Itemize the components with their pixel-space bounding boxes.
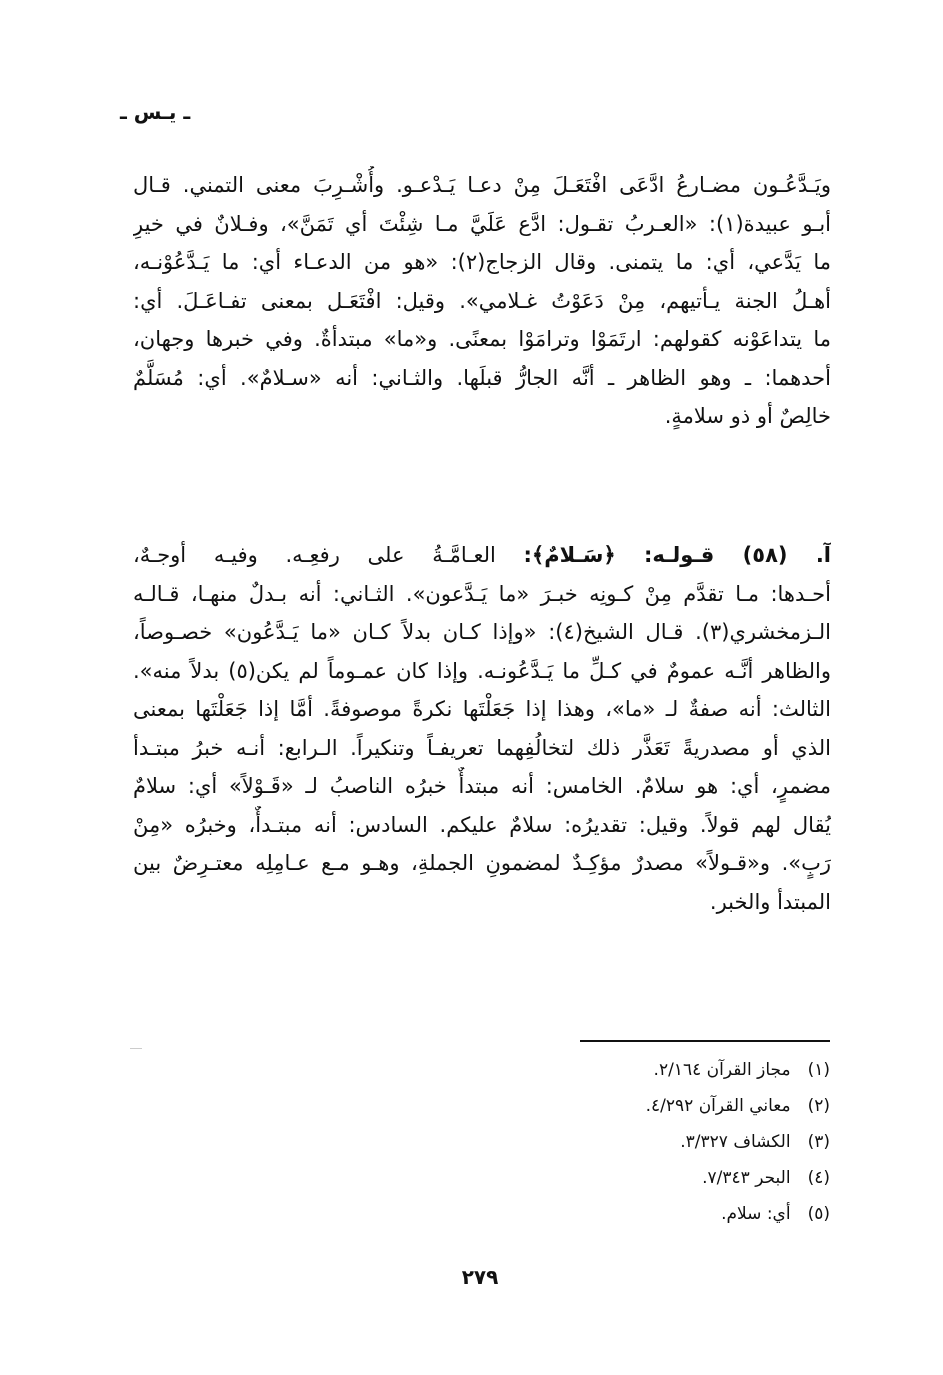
paragraph-line: يُقال لهم قولاً. وقيل: تقديرُه: سلامٌ عليكم. السادس: أنه مبتـدأٌ، وخبرُه «مِنْ	[133, 812, 831, 837]
footnote-text: البحر ٧/٣٤٣.	[702, 1168, 791, 1188]
footnote-item	[560, 1088, 830, 1124]
paragraph-line: الـزمخشري(٣). قـال الشيخ(٤): «وإذا كـان بدلاً كـان «ما يَـدَّعُون» خصـوصاً،	[133, 620, 831, 644]
paragraph-line: أبـو عبيدة(١): «العـربُ تقـول: ادَّع عَلَيَّ مـا شِئْتَ أي تَمَنَّ»، وفـلانٌ في خيرِ	[133, 211, 831, 236]
paragraph-line: مضمرٍ، أي: هو سلامٌ. الخامس: أنه مبتدأٌ خبرُه الناصبُ لـ «قَـوْلاً» أي: سلامٌ	[133, 774, 831, 798]
footnote-text: الكشاف ٣/٣٢٧.	[680, 1132, 791, 1152]
paragraph-line: أحـدها: مـا تقدَّم مِنْ كـونِه خبـرَ «ما يَـدَّعون». الثـاني: أنه بـدلٌ منهـا، قـالـه	[133, 581, 831, 606]
paragraph-line-rest: العـامَّـةُ على رفعِـه. وفيـه أوجـهٌ،	[133, 543, 524, 567]
paragraph-1	[133, 166, 831, 436]
footnote-item	[560, 1196, 830, 1232]
paragraph-line: الذي أو مصدريةً تَعَذَّر ذلك لتخالُفِهما تعريفـاً وتنكيراً. الـرابع: أنـه خبرُ مبتـدأ	[133, 735, 831, 760]
footnote-text: معاني القرآن ٤/٢٩٢.	[645, 1096, 791, 1116]
footnote-text: أي: سلام.	[721, 1204, 791, 1224]
footnote-number: (٢)	[807, 1096, 830, 1116]
footnote-number: (٤)	[807, 1168, 830, 1188]
faint-scan-mark	[130, 1048, 142, 1049]
paragraph-first-line	[133, 536, 831, 575]
page-number: ٢٧٩	[461, 1265, 499, 1289]
footnote-number: (١)	[807, 1060, 830, 1080]
running-header: ـ يـس ـ	[120, 100, 191, 124]
paragraph-line: ما يتداعَوْنه كقولهم: ارتَمَوْا وترامَوْا بمعنًى. و«ما» مبتدأةٌ. وفي خبرها وجهان،	[133, 327, 831, 351]
footnotes-list	[560, 1052, 830, 1232]
paragraph-line: أهـلُ الجنة يـأتيهم، مِنْ دَعَوْتُ غـلامي». وقيل: افْتَعَـل بمعنى تفـاعَـلَ. أي:	[133, 288, 831, 313]
verse-lead: آ. (٥٨) قـولـه: ﴿سَـلامٌ﴾:	[523, 543, 831, 567]
paragraph-line: ويَـدَّعُـون مضـارعُ ادَّعَى افْتَعَـلَ مِنْ دعـا يَـدْعـو. وأُشْـرِبَ معنى التمني. قـال	[133, 173, 831, 197]
paragraph-line: ما يَدَّعي، أي: ما يتمنى. وقال الزجاج(٢): «هو من الدعـاء أي: ما يَـدَّعُوْنـه،	[133, 250, 831, 274]
footnote-number: (٥)	[807, 1204, 830, 1224]
footnote-number: (٣)	[807, 1132, 830, 1152]
footnote-item	[560, 1124, 830, 1160]
paragraph-2	[133, 536, 831, 921]
paragraph-line: أحدهما: ـ وهو الظاهر ـ أنَّه الجارُّ قبلَها. والثـاني: أنه «سـلامٌ». أي: مُسَلَّمٌ	[133, 365, 831, 390]
paragraph-line: المبتدأ والخبر.	[709, 889, 831, 914]
footnote-text: مجاز القرآن ٢/١٦٤.	[653, 1060, 791, 1080]
paragraph-line: والظاهر أنَّـه عمومٌ في كـلِّ ما يَـدَّعُونـه. وإذا كان عمـوماً لم يكن(٥) بدلاً منه».	[133, 658, 831, 683]
paragraph-line: الثالث: أنه صفةٌ لـ «ما»، وهذا إذا جَعَلْتَها نكرةً موصوفةً. أمَّا إذا جَعَلْتَها بمعنى	[133, 697, 831, 721]
footnote-item	[560, 1160, 830, 1196]
footnote-divider	[580, 1040, 830, 1042]
footnote-item	[560, 1052, 830, 1088]
paragraph-line: رَبٍ». و«قـولاً» مصدرٌ مؤكِـدٌ لمضمونِ الجملةِ، وهـو مـع عـامِلِه معتـرِضٌ بين	[133, 851, 831, 875]
paragraph-line: خالِصٌ أو ذو سلامةٍ.	[664, 404, 831, 428]
